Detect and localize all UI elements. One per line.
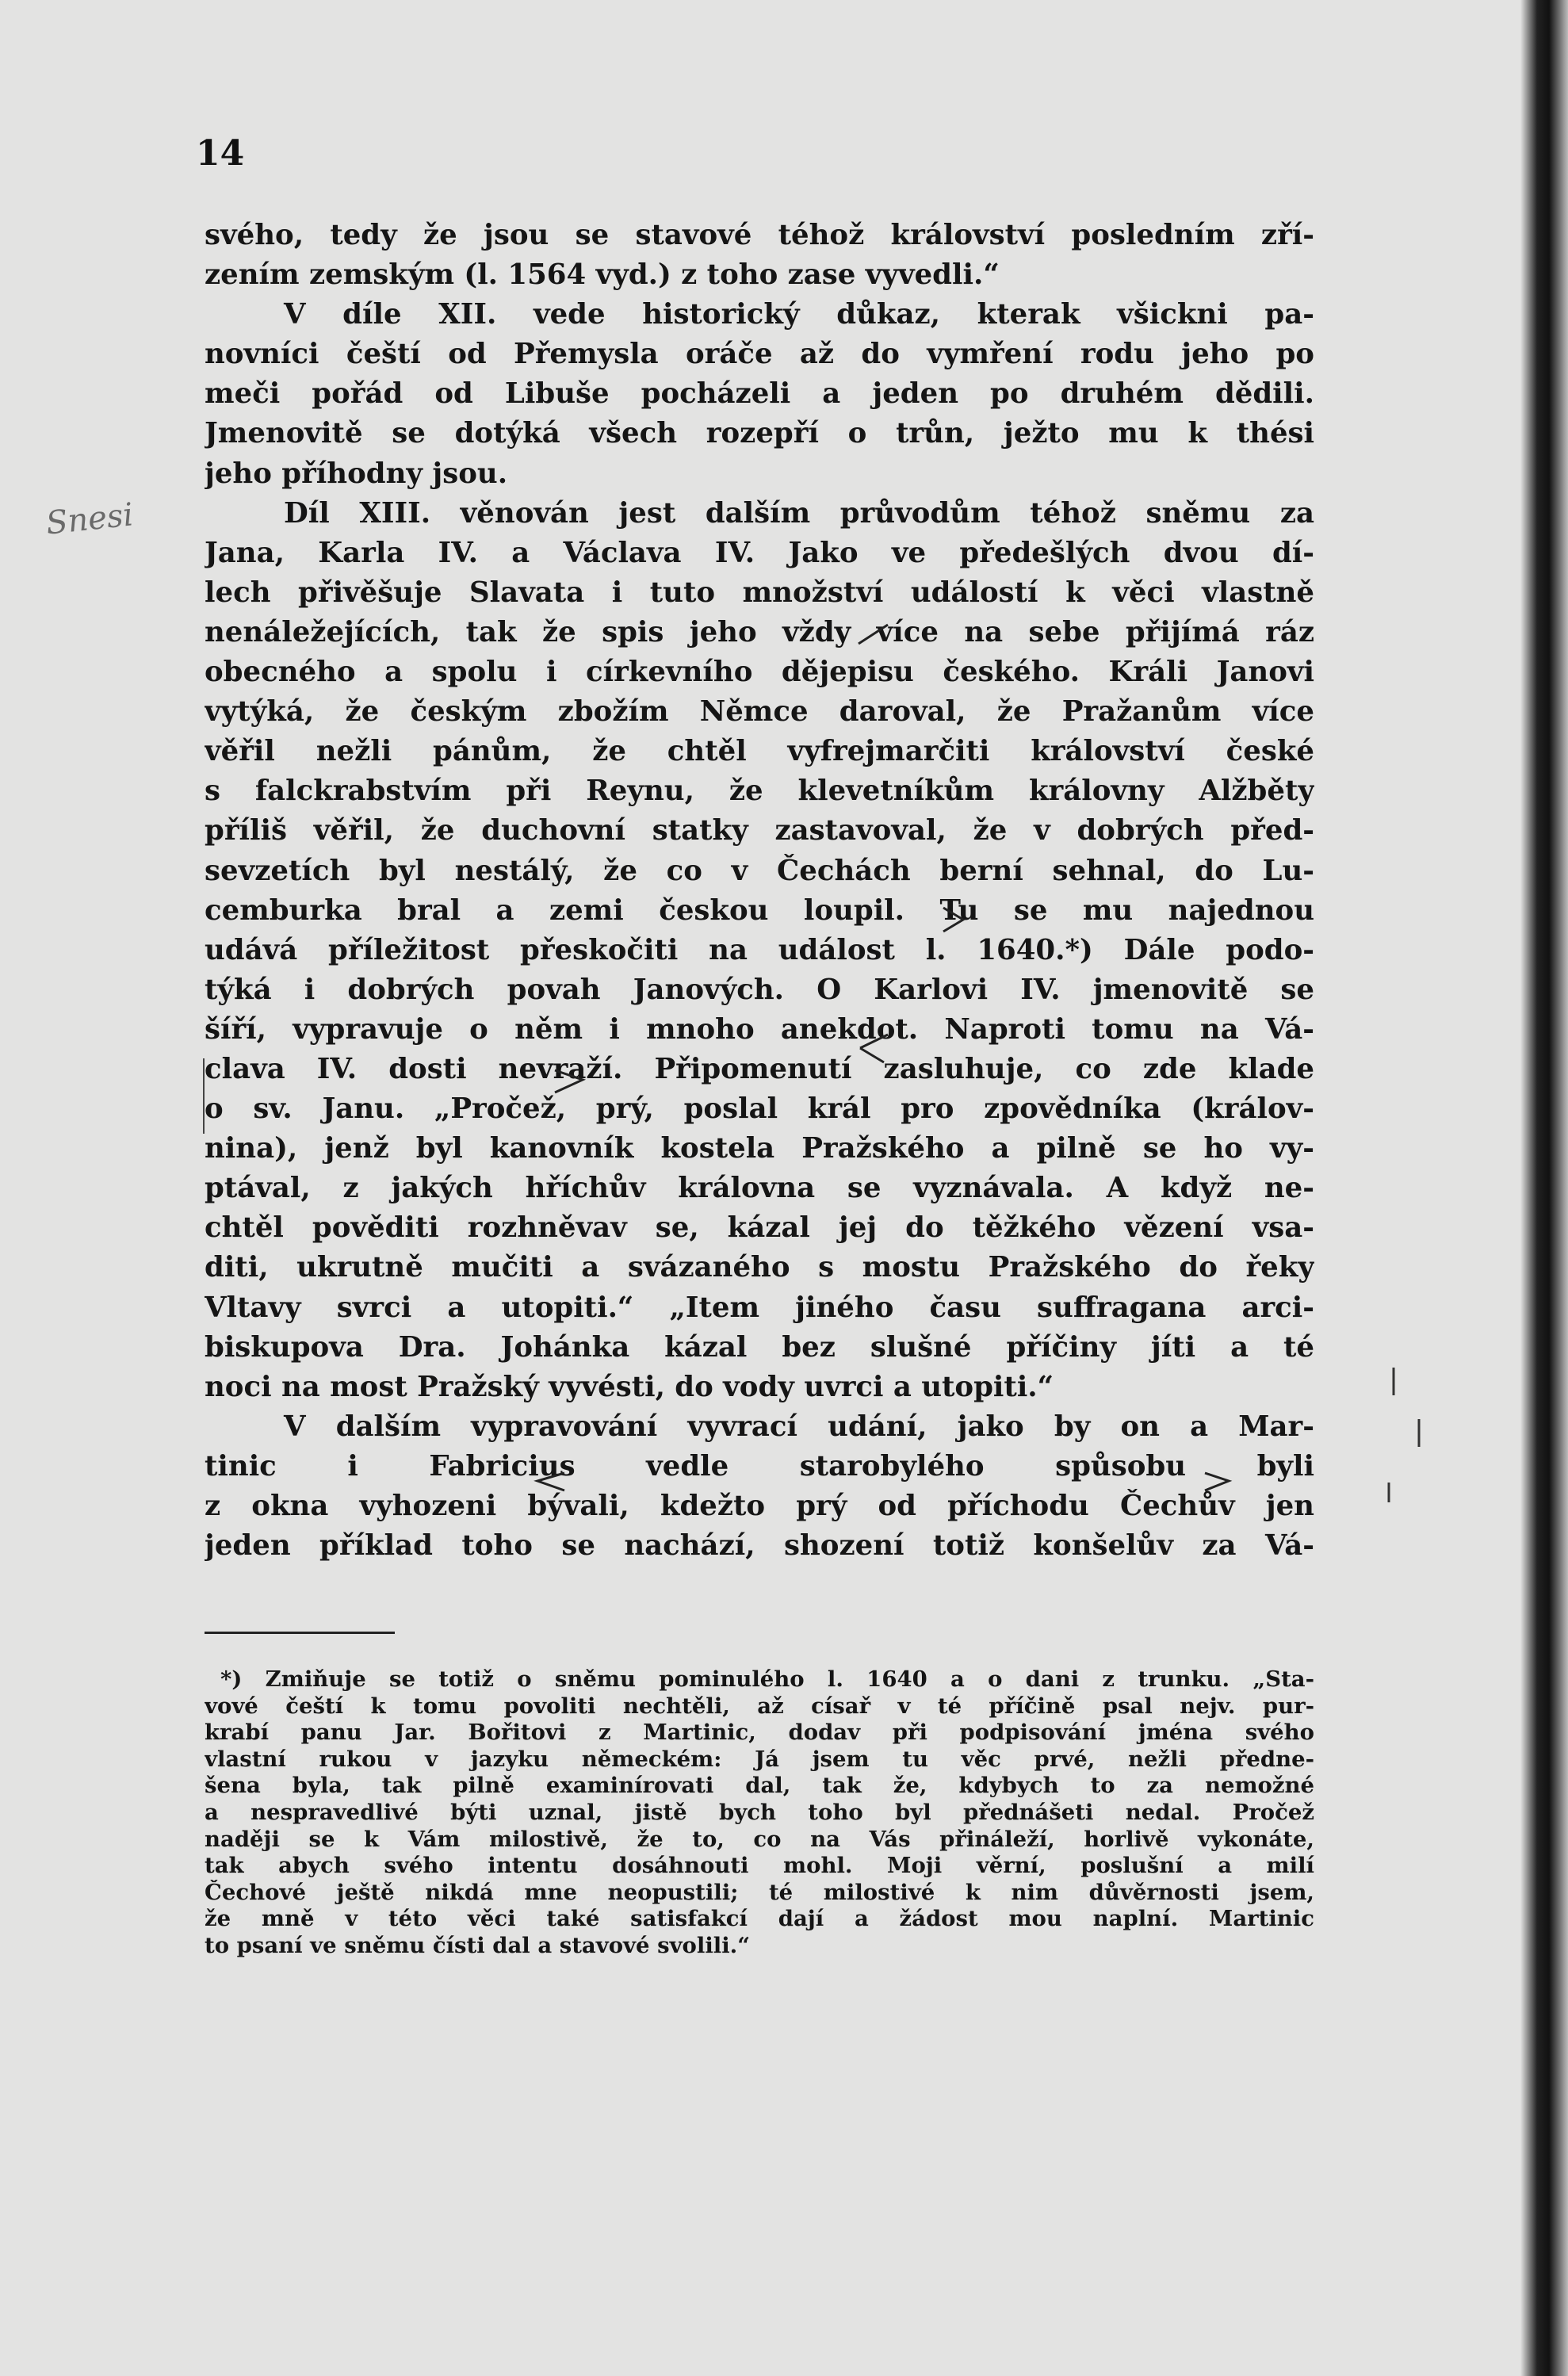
footnote-line: krabí panu Jar. Bořitovi z Martinic, dodav při podpisování jména svého [205,1720,1314,1746]
text-line: Díl XIII. věnován jest dalším průvodům téhož sněmu za [284,496,1314,530]
text-line: udává příležitost přeskočiti na událost l. 1640.*) Dále podo- [205,933,1314,966]
text-line: zením zemským (l. 1564 vyd.) z toho zase vyvedli.“ [205,258,1000,292]
text-line: clava IV. dosti nevraží. Připomenutí zasluhuje, co zde klade [205,1052,1314,1085]
text-line: chtěl pověditi rozhněvav se, kázal jej do těžkého vězení vsa- [205,1211,1314,1245]
text-line: V díle XII. vede historický důkaz, kterak všickni pa- [284,298,1314,331]
text-line: novníci čeští od Přemysla oráče až do vymření rodu jeho po [205,338,1314,371]
footnote-line: vové čeští k tomu povoliti nechtěli, až císař v té příčině psal nejv. pur- [205,1693,1314,1719]
text-line: o sv. Janu. „Pročež, prý, poslal král pro zpovědníka (králov- [205,1092,1314,1126]
footnote-line: to psaní ve sněmu čísti dal a stavové svolili.“ [205,1932,751,1958]
text-line: nina), jenž byl kanovník kostela Pražského a pilně se ho vy- [205,1132,1314,1165]
binding-edge [1520,0,1568,2376]
footnote-line: šena byla, tak pilně examinírovati dal, tak že, kdybych to za nemožné [205,1773,1314,1799]
margin-tick [1389,1368,1419,1502]
footnote-line: že mně v této věci také satisfakcí dají a žádost mou naplní. Martinic [205,1906,1314,1932]
text-line: meči pořád od Libuše pocházeli a jeden po druhém dědili. [205,377,1314,411]
text-line: šíří, vypravuje o něm i mnoho anekdot. Naproti tomu na Vá- [205,1012,1314,1046]
text-line: Vltavy svrci a utopiti.“ „Item jiného času suffragana arci- [205,1291,1314,1324]
handwritten-margin-note: Snesi [44,496,136,542]
text-line: cemburka bral a zemi českou loupil. Tu se mu najednou [205,893,1314,927]
text-line: věřil nežli pánům, že chtěl vyfrejmarčiti království české [205,735,1314,768]
text-line: diti, ukrutně mučiti a svázaného s mostu Pražského do řeky [205,1251,1314,1284]
footnote-line: *) Zmiňuje se totiž o sněmu pominulého l. 1640 a o dani z trunku. „Sta- [220,1666,1314,1692]
text-line: V dalším vypravování vyvrací udání, jako by on a Mar- [284,1410,1314,1443]
text-line: noci na most Pražský vyvésti, do vody uvrci a utopiti.“ [205,1370,1054,1403]
text-line: obecného a spolu i církevního dějepisu českého. Králi Janovi [205,656,1314,689]
text-line: svého, tedy že jsou se stavové téhož království posledním zří- [205,219,1314,251]
footnote-divider [205,1632,395,1634]
text-line: jeho příhodny jsou. [205,457,508,490]
text-line: jeden příklad toho se nachází, shození totiž konšelův za Vá- [205,1529,1314,1563]
text-line: Jana, Karla IV. a Václava IV. Jako ve předešlých dvou dí- [205,536,1314,569]
footnote-line: naději se k Vám milostivě, že to, co na Vás přináleží, horlivě vykonáte, [205,1826,1314,1852]
text-line: týká i dobrých povah Janových. O Karlovi IV. jmenovitě se [205,973,1314,1006]
footnote-line: vlastní rukou v jazyku německém: Já jsem tu věc prvé, nežli předne- [205,1746,1314,1772]
text-line: tinic i Fabricius vedle starobylého spůsobu byli [205,1449,1314,1483]
text-line: Jmenovitě se dotýká všech rozepří o trůn, ježto mu k thési [205,417,1314,450]
footnote-line: Čechové ještě nikdá mne neopustili; té milostivé k nim důvěrnosti jsem, [205,1879,1314,1905]
footnote-block [205,1666,1314,1960]
text-line: s falckrabstvím při Reynu, že klevetníkům královny Alžběty [205,775,1314,808]
text-line: ptával, z jakých hříchův královna se vyznávala. A když ne- [205,1172,1314,1205]
text-line: biskupova Dra. Johánka kázal bez slušné příčiny jíti a té [205,1330,1314,1364]
page-number: 14 [196,133,245,174]
footnote-line: tak abych svého intentu dosáhnouti mohl. Moji věrní, poslušní a milí [205,1853,1314,1879]
text-line: sevzetích byl nestálý, že co v Čechách berní sehnal, do Lu- [205,854,1314,887]
body-text [205,216,1314,1566]
text-line: příliš věřil, že duchovní statky zastavoval, že v dobrých před- [205,814,1314,847]
text-line: vytýká, že českým zbožím Němce daroval, že Pražanům více [205,695,1314,729]
text-line: nenáležejících, tak že spis jeho vždy více na sebe přijímá ráz [205,615,1314,649]
footnote-line: a nespravedlivé býti uznal, jistě bych toho byl přednášeti nedal. Pročež [205,1799,1314,1825]
text-line: lech přivěšuje Slavata i tuto množství událostí k věci vlastně [205,576,1314,609]
text-line: z okna vyhozeni bývali, kdežto prý od příchodu Čechův jen [205,1490,1314,1522]
